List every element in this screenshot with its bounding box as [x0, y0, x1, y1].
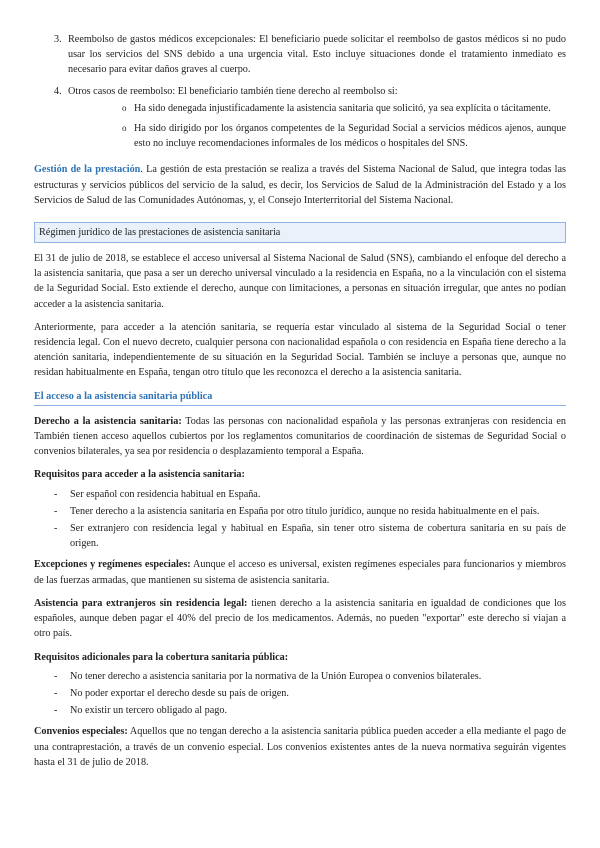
- asistencia-extranjeros-lead: Asistencia para extranjeros sin residencia legal:: [34, 597, 248, 609]
- list-item: [34, 84, 566, 152]
- sub-list-item-text: Ha sido dirigido por los órganos competentes de la Seguridad Social a servicios médicos ajenos, aunque esto no incluye recomendaciones informales de los médicos o hospitales del SNS.: [134, 123, 566, 150]
- dash-bullet-icon: -: [54, 505, 58, 517]
- list-number: 4.: [54, 85, 62, 97]
- dash-bullet-icon: -: [54, 523, 58, 535]
- list-item: - No tener derecho a asistencia sanitaria por la normativa de la Unión Europea o convenios bilaterales.: [34, 669, 566, 684]
- list-item: - No existir un tercero obligado al pago.: [34, 703, 566, 718]
- convenios-lead: Convenios especiales:: [34, 726, 128, 738]
- subsection-heading: El acceso a la asistencia sanitaria pública: [34, 389, 566, 406]
- sub-list-item: [68, 121, 566, 151]
- excepciones-lead: Excepciones y regímenes especiales:: [34, 559, 191, 571]
- sub-list: [68, 101, 566, 152]
- dash-bullet-icon: -: [54, 488, 58, 500]
- adicionales-heading: Requisitos adicionales para la cobertura sanitaria pública:: [34, 651, 289, 663]
- list-item: - No poder exportar el derecho desde su país de origen.: [34, 686, 566, 701]
- requisitos-heading: Requisitos para acceder a la asistencia sanitaria:: [34, 469, 245, 481]
- list-item: - Ser extranjero con residencia legal y habitual en España, sin tener otro sistema de cobertura sanitaria en su país de origen.: [54, 523, 566, 550]
- circle-bullet-icon: o: [122, 123, 127, 134]
- sub-list-item-text: Ha sido denegada injustificadamente la asistencia sanitaria que solicitó, ya sea explícita o tácitamente.: [134, 102, 551, 114]
- paragraph-acceso-universal: El 31 de julio de 2018, se establece el acceso universal al Sistema Nacional de Salud (SNS), cambiando el enfoque del derecho a la asistencia sanitaria, que pasa a ser un derecho universal vinculado a la residencia en España, no a la vinculación con el sistema de la Seguridad Social. Esto extiende el derecho, aunque con limitaciones, a personas en situación irregular, que antes no podían acceder a la asistencia sanitaria.: [34, 253, 566, 310]
- list-item: [34, 32, 566, 78]
- numbered-list: [34, 32, 566, 151]
- excepciones-paragraph: Excepciones y regímenes especiales: Aunque el acceso es universal, existen regímenes especiales para funcionarios y miembros de las fuerzas armadas, que mantienen su sistema de asistencia sanitaria.: [34, 559, 567, 586]
- dash-bullet-icon: -: [54, 687, 58, 699]
- dash-bullet-icon: -: [54, 670, 58, 682]
- adicionales-list: [34, 669, 566, 719]
- list-item-text: Reembolso de gastos médicos excepcionales: El beneficiario puede solicitar el reembolso de gastos médicos si no pudo usar los servicios del SNS debido a una urgencia vital. Esto incluye situaciones donde el tratamiento inmediato es necesario para evitar daños graves al cuerpo.: [68, 34, 566, 76]
- list-item-text: Otros casos de reembolso: El beneficiario también tiene derecho al reembolso si:: [68, 85, 398, 97]
- asistencia-extranjeros-paragraph: Asistencia para extranjeros sin residencia legal: tienen derecho a la asistencia sanitaria en igualdad de condiciones que los españoles, aunque deben pagar el 40% del precio de los medicamentos. Además, no pueden "exportar" este derecho si viajan a otro país.: [34, 597, 566, 640]
- section-heading: Régimen jurídico de las prestaciones de asistencia sanitaria: [34, 222, 566, 243]
- convenios-paragraph: Convenios especiales: Aquellos que no tengan derecho a la asistencia sanitaria pública pueden acceder a ella mediante el pago de una contraprestación, a través de un convenio especial. Los convenios existentes antes de la nueva normativa seguirán vigentes hasta el 31 de julio de 2018.: [34, 726, 566, 768]
- paragraph-anteriormente: Anteriormente, para acceder a la atención sanitaria, se requería estar vinculado al sistema de la Seguridad Social o tener residencia legal. Con el nuevo decreto, cualquier persona con nacionalidad española o con residencia en España tiene derecho a la atención sanitaria, independientemente de su situación en la Seguridad Social. También se incluye a personas que, aunque no residan habitualmente en España, tengan otro título que les reconozca el derecho a la asistencia sanitaria.: [34, 321, 566, 379]
- dash-bullet-icon: -: [54, 705, 58, 717]
- gestion-text: . La gestión de esta prestación se realiza a través del Sistema Nacional de Salud, que integra todas las estructuras y servicios públicos del servicio de la salud, es decir, los Servicios de Salud de la Administración del Estado y a los Servicios de Salud de las Comunidades Autónomas, y, el Consejo Interterritorial del Sistema Nacional.: [34, 164, 566, 206]
- sub-list-item: [68, 101, 566, 116]
- gestion-lead: Gestión de la prestación: [34, 164, 141, 176]
- list-item: - Tener derecho a la asistencia sanitaria en España por otro título jurídico, aunque no resida habitualmente en el país.: [34, 504, 566, 519]
- derecho-text: Todas las personas con nacionalidad española y las personas extranjeras con residencia en También tienen acceso aquellos cubiertos por los reglamentos comunitarios de coordinación de sistemas de Seguridad Social o convenios bilaterales, ya sea por residencia o desplazamiento temporal a España.: [34, 415, 566, 458]
- derecho-paragraph: [34, 414, 566, 460]
- list-number: 3.: [54, 34, 62, 45]
- derecho-lead: Derecho a la asistencia sanitaria:: [34, 415, 182, 427]
- list-item: - Ser español con residencia habitual en España.: [34, 487, 566, 502]
- document-page: [34, 32, 566, 770]
- gestion-paragraph: [34, 162, 566, 208]
- requisitos-list: [34, 487, 566, 552]
- circle-bullet-icon: o: [122, 102, 127, 113]
